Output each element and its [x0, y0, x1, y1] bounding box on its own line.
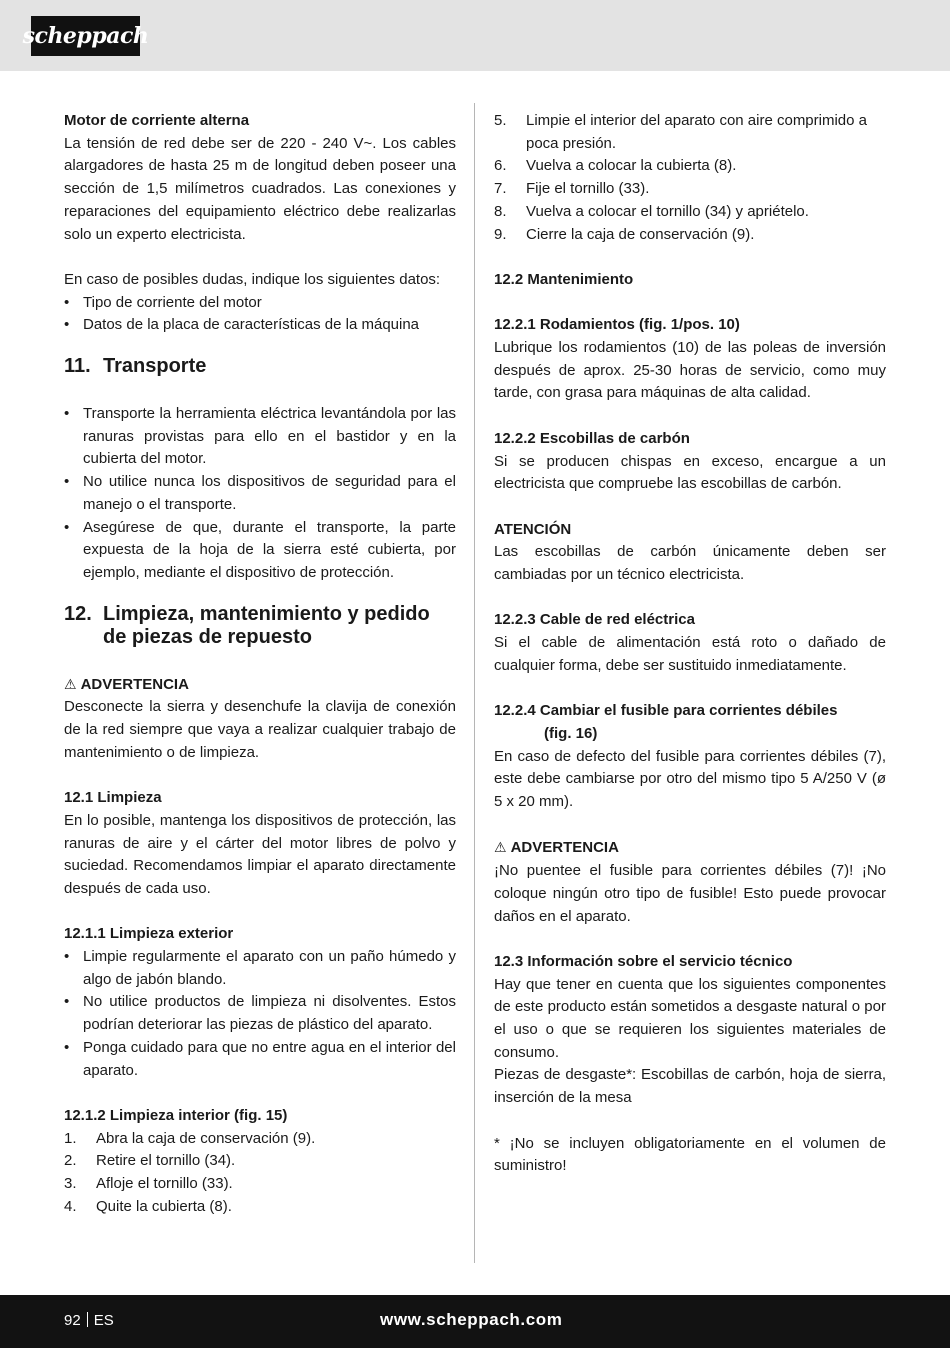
warning-icon: ⚠ [494, 839, 507, 856]
page-header [0, 0, 950, 71]
bearings-text: Lubrique los rodamientos (10) de las poleas de inversión después de aprox. 25-30 horas de servicio, como muy tarde, con grasa para máquinas de alta calidad. [494, 339, 886, 402]
motor-text: La tensión de red debe ser de 220 - 240 V~. Los cables alargadores de hasta 25 m de longitud deben poseer una sección de 1,5 milímetros cuadrados. Las conexiones y reparaciones del equipamiento eléctrico debe realizarlas solo un experto electricista. [64, 134, 456, 243]
warning-text: ¡No puentee el fusible para corrientes débiles (7)! ¡No coloque ningún otro tipo de fusible! Esto puede provocar daños en el aparato. [494, 862, 886, 925]
step-item: 1. Abra la caja de conservación (9). [64, 1129, 316, 1147]
step-item: 5. Limpie el interior del aparato con aire comprimido a poca presión. [494, 112, 868, 152]
transport-list [64, 403, 456, 585]
interior-steps [64, 1128, 456, 1219]
interior-title: 12.1.2 Limpieza interior (fig. 15) [64, 1106, 288, 1124]
list-item: • Ponga cuidado para que no entre agua en el interior del aparato. [64, 1037, 456, 1082]
step-item: 7. Fije el tornillo (33). [494, 180, 650, 198]
step-item: 9. Cierre la caja de conservación (9). [494, 225, 755, 243]
page-number: 92 ES [64, 1312, 114, 1329]
step-item: 6. Vuelva a colocar la cubierta (8). [494, 157, 737, 175]
cable-text: Si el cable de alimentación está roto o dañado de cualquier forma, debe ser sustituido inmediatamente. [494, 634, 886, 674]
service-title: 12.3 Información sobre el servicio técnico [494, 952, 793, 970]
page-footer [0, 1295, 950, 1348]
maintenance-title: 12.2 Mantenimiento [494, 270, 634, 288]
section-heading-maintenance: 12. Limpieza, mantenimiento y pedido de piezas de repuesto [64, 602, 430, 648]
step-item: 3. Afloje el tornillo (33). [64, 1175, 233, 1193]
brushes-text: Si se producen chispas en exceso, encargue a un electricista que compruebe las escobillas de carbón. [494, 452, 886, 493]
service-text: Hay que tener en cuenta que los siguientes componentes de este producto están sometidos a desgaste natural o por el uso o que se requieren los siguientes materiales de consumo. [494, 975, 886, 1061]
footer-separator [87, 1312, 88, 1327]
list-item: • Transporte la herramienta eléctrica levantándola por las ranuras provistas para ello en el bastidor y en la cubierta del motor. [64, 403, 456, 471]
warning-title: ⚠ ADVERTENCIA [64, 673, 456, 697]
attention-text: Las escobillas de carbón únicamente deben ser cambiadas por un técnico electricista. [494, 543, 886, 583]
list-item: • Datos de la placa de características de la máquina [64, 314, 456, 337]
cleaning-text: En lo posible, mantenga los dispositivos de protección, las ranuras de aire y el cárter del motor libres de polvo y suciedad. Recomendamos limpiar el aparato directamente después de cada uso. [64, 811, 456, 897]
list-item: • Limpie regularmente el aparato con un paño húmedo y algo de jabón blando. [64, 946, 456, 991]
cleaning-title: 12.1 Limpieza [64, 789, 162, 807]
list-item: • Asegúrese de que, durante el transporte, la parte expuesta de la hoja de la sierra esté cubierta, por ejemplo, mediante el dispositivo de protección. [64, 517, 456, 585]
list-item: • No utilice productos de limpieza ni disolventes. Estos podrían deteriorar las piezas de plástico del aparato. [64, 991, 456, 1036]
warning-icon: ⚠ [64, 675, 77, 692]
warning-title: ⚠ ADVERTENCIA [494, 836, 886, 860]
exterior-list [64, 946, 456, 1082]
wear-parts-text: Piezas de desgaste*: Escobillas de carbón, hoja de sierra, inserción de la mesa [494, 1066, 886, 1107]
step-item: 4. Quite la cubierta (8). [64, 1197, 232, 1215]
brushes-title: 12.2.2 Escobillas de carbón [494, 429, 690, 447]
left-column [64, 110, 456, 1218]
column-divider [474, 103, 475, 1263]
step-item: 2. Retire el tornillo (34). [64, 1152, 236, 1170]
doubts-list [64, 292, 456, 337]
right-column [494, 110, 886, 1178]
interior-steps-continued [494, 110, 886, 246]
fuse-title-figure: (fig. 16) [544, 724, 598, 742]
bearings-title: 12.2.1 Rodamientos (fig. 1/pos. 10) [494, 316, 740, 334]
fuse-title: 12.2.4 Cambiar el fusible para corrientes débiles [494, 702, 838, 720]
fuse-text: En caso de defecto del fusible para corrientes débiles (7), este debe cambiarse por otro del mismo tipo 5 A/250 V (ø 5 x 20 mm). [494, 747, 886, 810]
attention-title: ATENCIÓN [494, 520, 572, 538]
website-link[interactable]: www.scheppach.com [380, 1310, 563, 1329]
list-item: • No utilice nunca los dispositivos de seguridad para el manejo o el transporte. [64, 471, 456, 516]
cable-title: 12.2.3 Cable de red eléctrica [494, 611, 695, 629]
footnote: * ¡No se incluyen obligatoriamente en el volumen de suministro! [494, 1134, 886, 1175]
scheppach-logo: scheppach [31, 16, 140, 56]
warning-text: Desconecte la sierra y desenchufe la clavija de conexión de la red siempre que vaya a realizar cualquier trabajo de mantenimiento o de limpieza. [64, 698, 456, 761]
section-heading-transport: 11. Transporte [64, 355, 207, 378]
step-item: 8. Vuelva a colocar el tornillo (34) y apriételo. [494, 202, 809, 220]
exterior-title: 12.1.1 Limpieza exterior [64, 925, 234, 943]
doubts-text: En caso de posibles dudas, indique los siguientes datos: [64, 270, 441, 288]
list-item: • Tipo de corriente del motor [64, 292, 456, 315]
motor-title: Motor de corriente alterna [64, 112, 250, 129]
